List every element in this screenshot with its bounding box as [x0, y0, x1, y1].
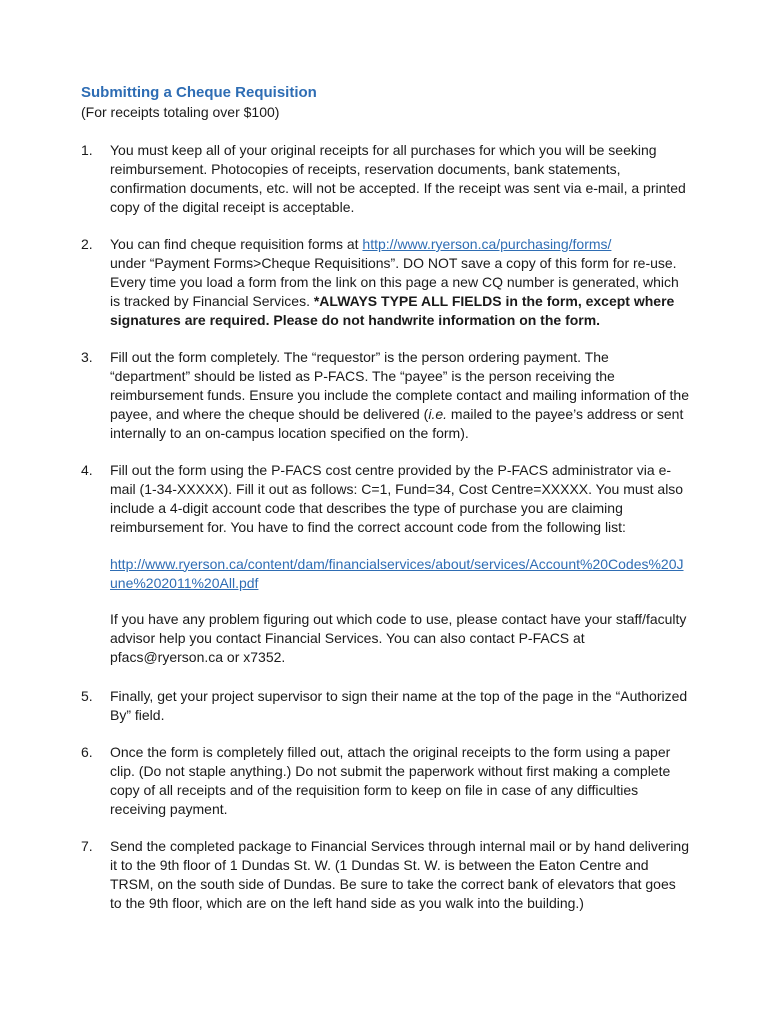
item-number: 6. [81, 744, 93, 760]
item-link-paragraph [110, 555, 691, 593]
page-title: Submitting a Cheque Requisition [81, 84, 317, 101]
type-all-fields-notice: *ALWAYS TYPE ALL FIELDS in the form, except where signatures are required. Please do not handwrite information on the form. [110, 292, 675, 328]
item-number: 1. [81, 142, 93, 158]
item-number: 3. [81, 349, 93, 365]
item-follow-up: If you have any problem figuring out which code to use, please contact have your staff/faculty advisor help you contact Financial Services. You can also contact P-FACS at pfacs@ryerson.ca or x7352. [110, 611, 687, 666]
list-item-7 [81, 837, 691, 913]
item-number: 5. [81, 688, 93, 704]
item-text: Finally, get your project supervisor to sign their name at the top of the page in the “Authorized By” field. [110, 688, 688, 723]
item-number: 2. [81, 236, 93, 252]
item-text: Once the form is completely filled out, attach the original receipts to the form using a paper clip. (Do not staple anything.) Do not submit the paperwork without first making a complete copy of all receipts and of the requisition form to keep on file in case of any difficulties receiving payment. [110, 744, 671, 817]
italic-ie: i.e. [428, 405, 448, 422]
list-item-5 [81, 687, 691, 725]
item-text-lead: You can find cheque requisition forms at [110, 236, 363, 252]
item-text [110, 348, 691, 443]
item-text-body: under “Payment Forms>Cheque Requisitions”. DO NOT save a copy of this form for re-use. Every time you load a form from the link on this page a new CQ number is generated, which is tracked by Financial Services. [110, 254, 679, 309]
item-number: 4. [81, 462, 93, 478]
page-subtitle: (For receipts totaling over $100) [81, 104, 280, 120]
list-item-3 [81, 348, 691, 443]
list-item-4 [81, 461, 691, 667]
item-text: You must keep all of your original receipts for all purchases for which you will be seeking reimbursement. Photocopies of receipts, reservation documents, bank statements, confirmation documents, etc. will not be accepted. If the receipt was sent via e-mail, a printed copy of the digital receipt is acceptable. [110, 142, 686, 215]
item-text [110, 235, 691, 330]
item-number: 7. [81, 838, 93, 854]
item-text: Fill out the form using the P-FACS cost centre provided by the P-FACS administrator via e-mail (1-34-XXXXX). Fill it out as follows: C=1, Fund=34, Cost Centre=XXXXX. You must also include a 4-digit account code that describes the type of purchase you are claiming reimbursement for. You have to find the correct account code from the following list: [110, 462, 684, 535]
list-item-2 [81, 235, 691, 330]
item-text-tail: mailed to the payee’s address or sent internally to an on-campus location specified on the form). [110, 405, 684, 441]
purchasing-forms-link[interactable]: http://www.ryerson.ca/purchasing/forms/ [362, 236, 612, 252]
account-codes-link[interactable]: http://www.ryerson.ca/content/dam/financialservices/about/services/Account%20Codes%20June%202011%20All.pdf [110, 555, 684, 591]
item-text-lead: Fill out the form completely. The “requestor” is the person ordering payment. The “department” should be listed as P-FACS. The “payee” is the person receiving the reimbursement funds. Ensure you include the complete contact and mailing information of the payee, and where the cheque should be delivered ( [110, 349, 689, 422]
list-item-6 [81, 743, 691, 819]
list-item-1 [81, 141, 691, 217]
item-text: Send the completed package to Financial Services through internal mail or by hand delivering it to the 9th floor of 1 Dundas St. W. (1 Dundas St. W. is between the Eaton Centre and TRSM, on the south side of Dundas. Be sure to take the correct bank of elevators that goes to the 9th floor, which are on the left hand side as you walk into the building.) [110, 838, 690, 911]
